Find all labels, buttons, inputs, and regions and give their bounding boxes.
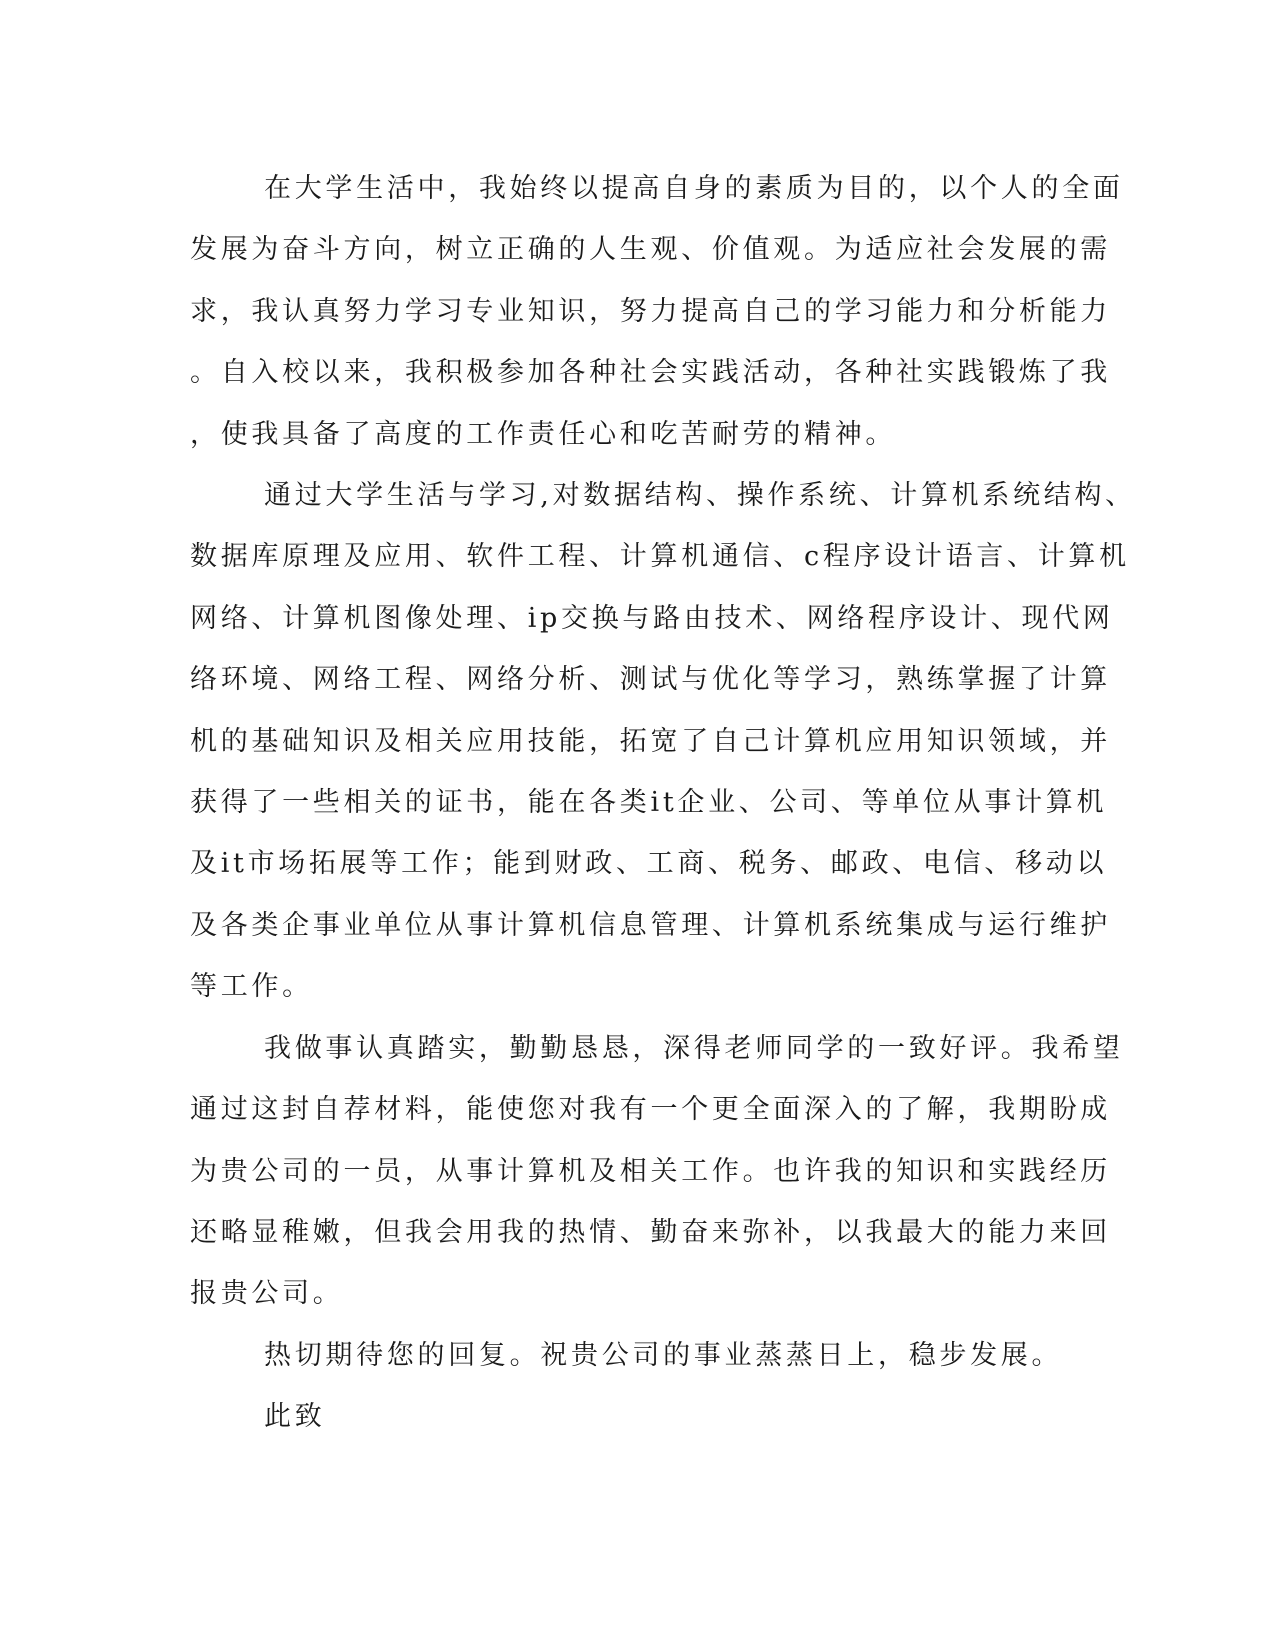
- text-line: 还略显稚嫩，但我会用我的热情、勤奋来弥补，以我最大的能力来回: [190, 1216, 1111, 1248]
- letter-body: [190, 158, 1136, 1448]
- text-line: 热切期待您的回复。祝贵公司的事业蒸蒸日上，稳步发展。: [264, 1339, 1063, 1371]
- text-line: 获得了一些相关的证书，能在各类it企业、公司、等单位从事计算机: [190, 787, 1108, 819]
- text-line: 网络、计算机图像处理、ip交换与路由技术、网络程序设计、现代网: [190, 602, 1114, 634]
- paragraph-1: [190, 158, 1124, 465]
- text-line: 为贵公司的一员，从事计算机及相关工作。也许我的知识和实践经历: [190, 1155, 1111, 1187]
- text-line: 在大学生活中，我始终以提高自身的素质为目的，以个人的全面: [264, 173, 1124, 204]
- text-line: ，使我具备了高度的工作责任心和吃苦耐劳的精神。: [190, 418, 897, 450]
- text-line: 机的基础知识及相关应用技能，拓宽了自己计算机应用知识领域，并: [190, 725, 1111, 757]
- paragraph-3: [190, 1018, 1124, 1325]
- text-line: 数据库原理及应用、软件工程、计算机通信、c程序设计语言、计算机: [190, 541, 1130, 573]
- text-line: 及it市场拓展等工作；能到财政、工商、税务、邮政、电信、移动以: [190, 848, 1108, 880]
- text-line: 。自入校以来，我积极参加各种社会实践活动，各种社实践锻炼了我: [190, 357, 1111, 389]
- text-line: 发展为奋斗方向，树立正确的人生观、价值观。为适应社会发展的需: [190, 234, 1111, 266]
- text-line: 求，我认真努力学习专业知识，努力提高自己的学习能力和分析能力: [190, 295, 1111, 327]
- paragraph-2: [190, 465, 1136, 1018]
- closing-salutation: [190, 1386, 1070, 1447]
- text-line: 络环境、网络工程、网络分析、测试与优化等学习，熟练掌握了计算: [190, 664, 1111, 696]
- text-line: 及各类企事业单位从事计算机信息管理、计算机系统集成与运行维护: [190, 909, 1111, 941]
- text-line: 报贵公司。: [190, 1278, 344, 1310]
- paragraph-4: [190, 1325, 1070, 1386]
- text-line: 通过大学生活与学习,对数据结构、操作系统、计算机系统结构、: [264, 480, 1136, 512]
- text-line: 等工作。: [190, 971, 313, 1003]
- text-line: 此致: [264, 1401, 326, 1433]
- text-line: 我做事认真踏实，勤勤恳恳，深得老师同学的一致好评。我希望: [264, 1032, 1124, 1064]
- text-line: 通过这封自荐材料，能使您对我有一个更全面深入的了解，我期盼成: [190, 1094, 1111, 1126]
